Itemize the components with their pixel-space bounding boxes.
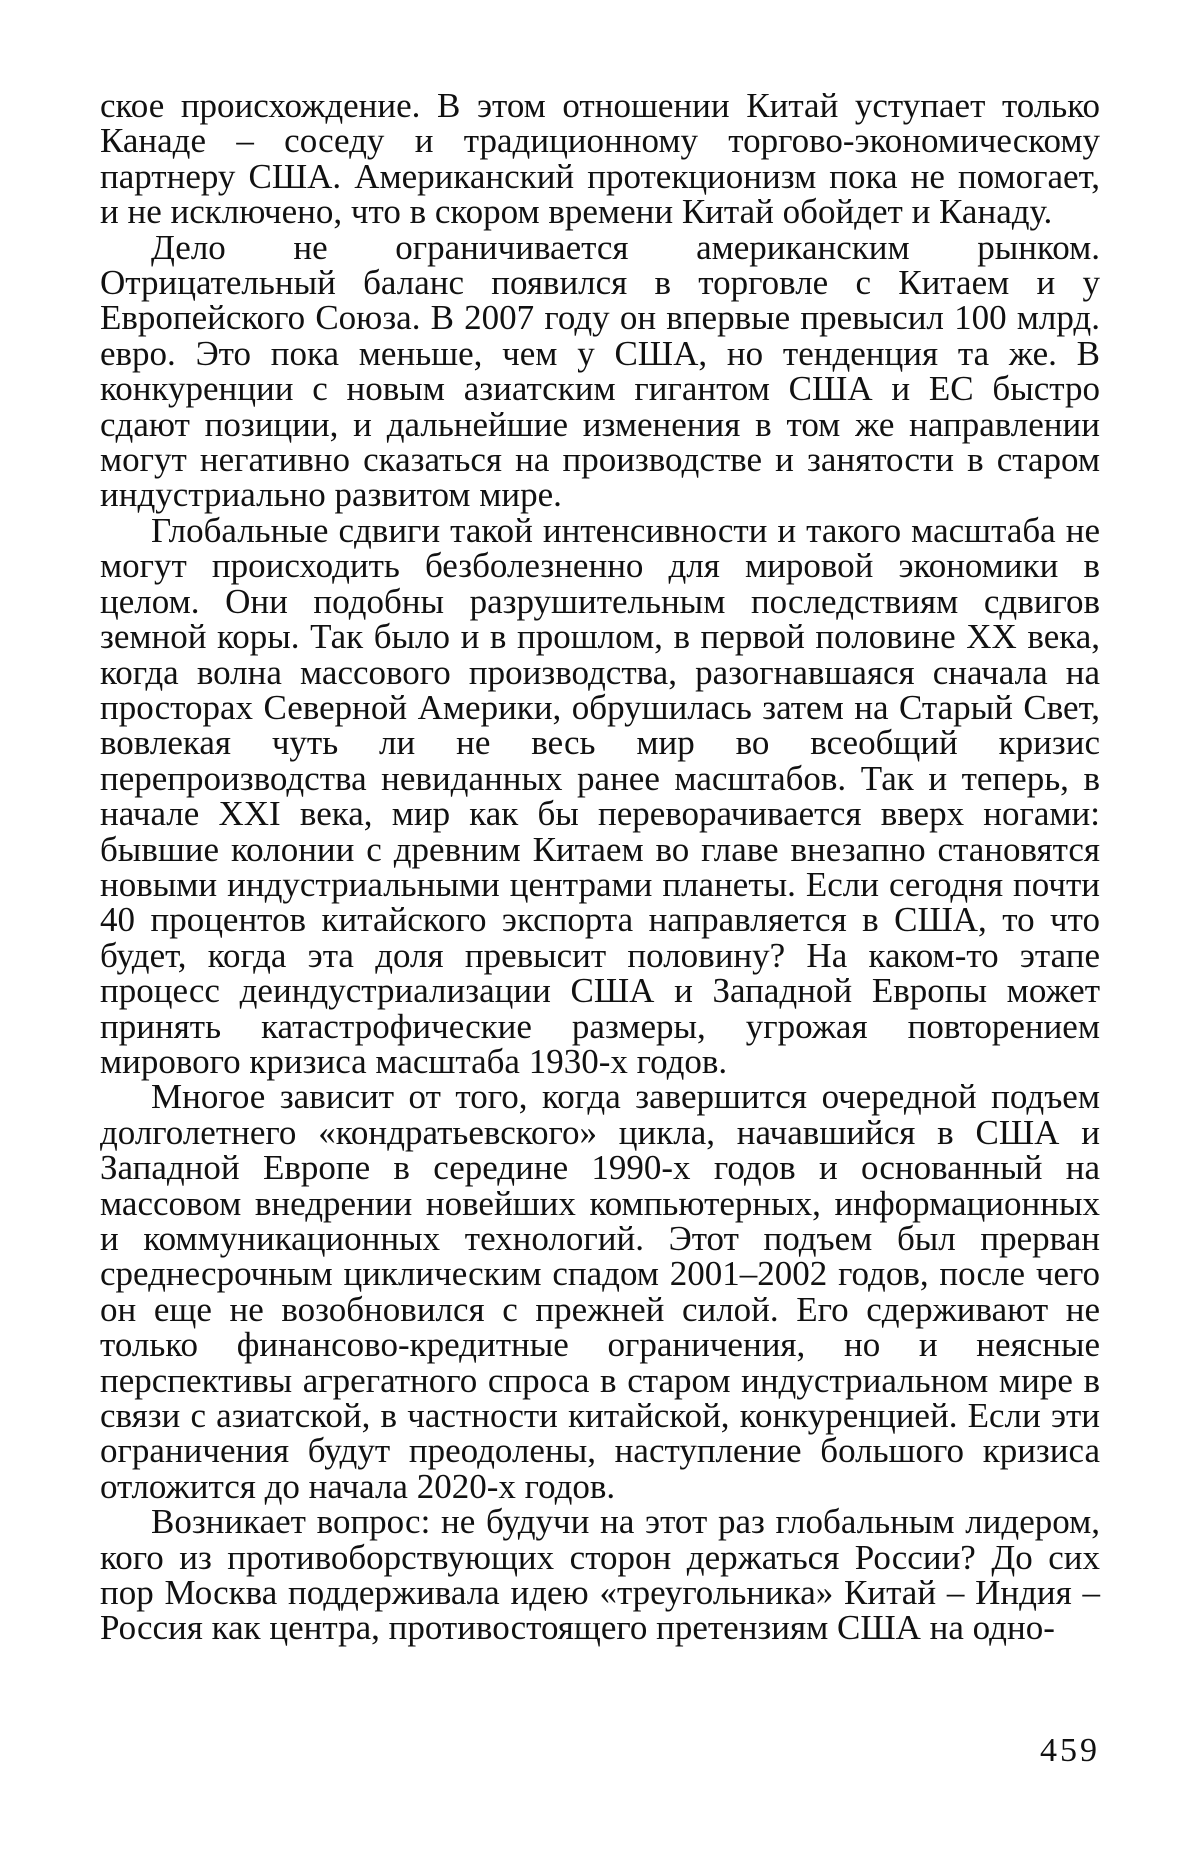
- paragraph-eu-trade: Дело не ограничивается американским рынком. Отрицательный баланс появился в торговле с Китаем и у Европейского Союза. В 2007 году он впервые превысил 100 млрд. евро. Это пока меньше, чем у США, но тенденция та же. В конкуренции с новым азиатским гигантом США и ЕС быстро сдают позиции, и дальнейшие изменения в том же направлении могут негативно сказаться на производстве и занятости в старом индустриально развитом мире.: [100, 227, 1100, 515]
- paragraph-global-shifts: Глобальные сдвиги такой интенсивности и такого масштаба не могут происходить безболезненно для мировой экономики в целом. Они подобны разрушительным последствиям сдвигов земной коры. Так было и в прошлом, в первой половине XX века, когда волна массового производства, разогнавшаяся сначала на просторах Северной Америки, обрушилась затем на Старый Свет, вовлекая чуть ли не весь мир во всеобщий кризис перепроизводства невиданных ранее масштабов. Так и теперь, в начале XXI века, мир как бы переворачивается вверх ногами: бывшие колонии с древним Китаем во главе внезапно становятся новыми индустриальными центрами планеты. Если сегодня почти 40 процентов китайского экспорта направляется в США, то что будет, когда эта доля превысит половину? На каком-то этапе процесс деиндустриализации США и Западной Европы может принять катастрофические размеры, угрожая повторением мирового кризиса масштаба 1930-х годов.: [100, 510, 1100, 1081]
- paragraph-russia-question: Возникает вопрос: не будучи на этот раз глобальным лидером, кого из противоборствующих сторон держаться России? До сих пор Москва поддерживала идею «треугольника» Китай – Индия – Россия как центра, противостоящего претензиям США на одно-: [100, 1502, 1100, 1648]
- page-body: [100, 88, 1100, 1646]
- paragraph-kondratiev-cycle: Многое зависит от того, когда завершится очередной подъем долголетнего «кондратьевского» цикла, начавшийся в США и Западной Европе в середине 1990-х годов и основанный на массовом внедрении новейших компьютерных, информационных и коммуникационных технологий. Этот подъем был прерван среднесрочным циклическим спадом 2001–2002 годов, после чего он еще не возобновился с прежней силой. Его сдерживают не только финансово-кредитные ограничения, но и неясные перспективы агрегатного спроса в старом индустриальном мире в связи с азиатской, в частности китайской, конкуренцией. Если эти ограничения будут преодолены, наступление большого кризиса отложится до начала 2020-х годов.: [100, 1077, 1100, 1506]
- page-number: 459: [1040, 1732, 1100, 1769]
- paragraph-continuation: ское происхождение. В этом отношении Китай уступает только Канаде – соседу и традиционному торгово-экономическому партнеру США. Американский протекционизм пока не помогает, и не исключено, что в скором времени Китай обойдет и Канаду.: [100, 86, 1100, 232]
